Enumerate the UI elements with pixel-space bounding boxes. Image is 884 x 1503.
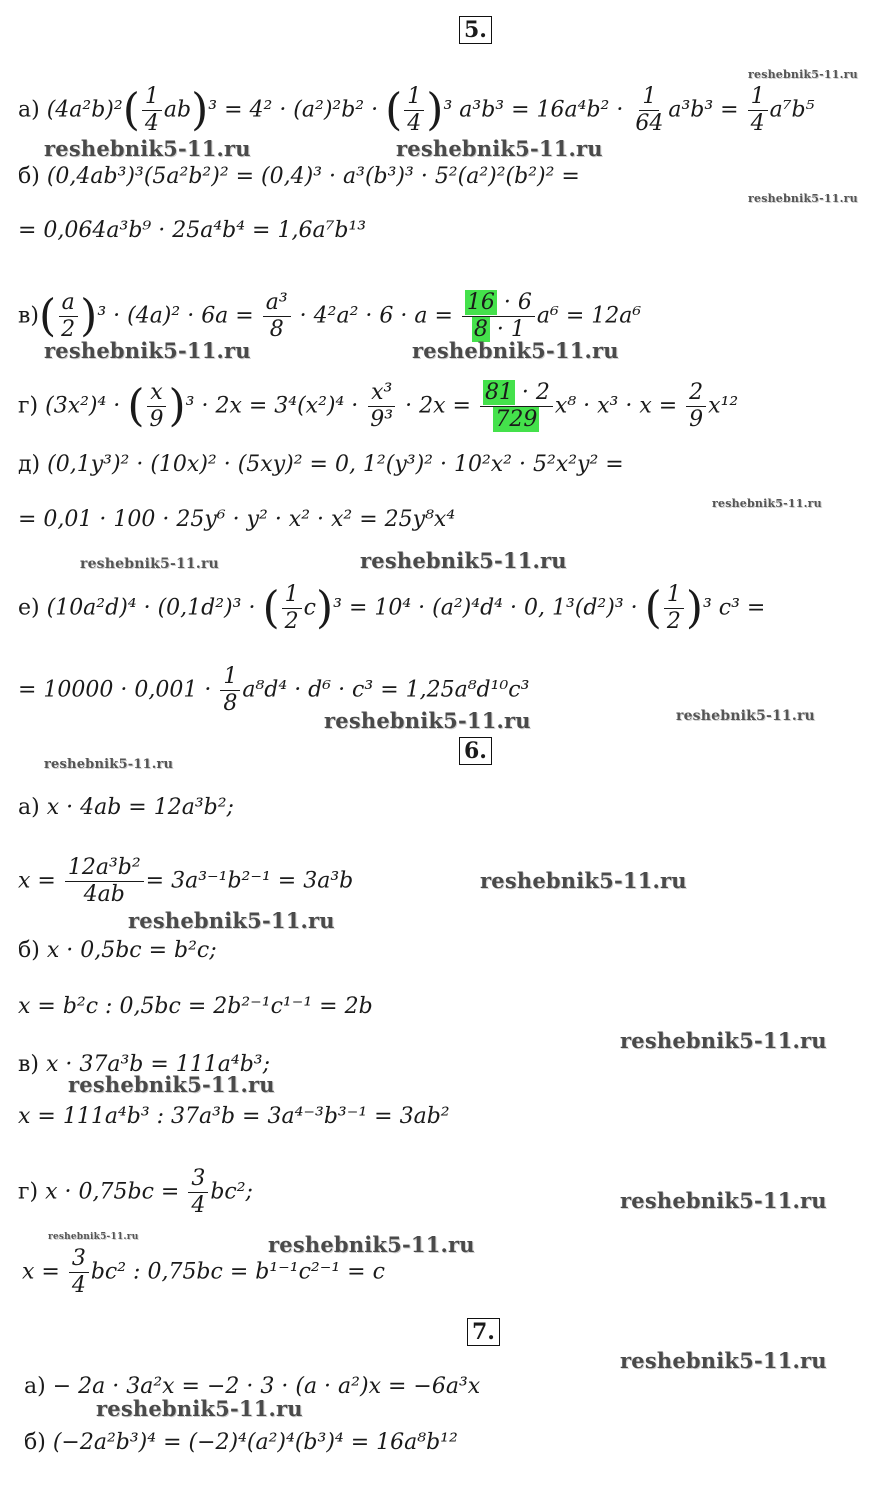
line-6a: а) x · 4ab = 12a³b²;: [18, 795, 234, 820]
section-number-7: 7.: [467, 1318, 500, 1346]
watermark: reshebnik5-11.ru: [128, 908, 335, 933]
expr: ³ = 4² · (a²)²b² ·: [208, 97, 386, 123]
line-5b-cont: = 0,064a³b⁹ · 25a⁴b⁴ = 1,6a⁷b¹³: [18, 218, 367, 243]
line-6g: г) x · 0,75bc = $\frac{3}{4}$ bc²;: [18, 1166, 253, 1218]
fraction: $\frac{1}{4}$: [142, 84, 162, 137]
watermark: reshebnik5-11.ru: [44, 338, 251, 363]
expr: ab: [163, 97, 192, 123]
watermark: reshebnik5-11.ru: [620, 1348, 827, 1373]
watermark: reshebnik5-11.ru: [68, 1072, 275, 1097]
watermark: reshebnik5-11.ru: [96, 1396, 303, 1421]
line-5d-cont: = 0,01 · 100 · 25y⁶ · y² · x² · x² = 25y⁸x⁴: [18, 507, 456, 532]
line-6b: б) x · 0,5bc = b²c;: [18, 938, 217, 963]
watermark: reshebnik5-11.ru: [396, 136, 603, 161]
watermark: reshebnik5-11.ru: [748, 68, 858, 81]
highlight: 16: [466, 290, 495, 315]
watermark: reshebnik5-11.ru: [44, 136, 251, 161]
line-5b: б) (0,4ab³)³(5a²b²)² = (0,4)³ · a³(b³)³ · 5²(a²)²(b²)² =: [18, 164, 580, 189]
highlight: 729: [495, 407, 538, 432]
label: а): [18, 97, 40, 123]
watermark: reshebnik5-11.ru: [324, 708, 531, 733]
section-number-5: 5.: [459, 16, 492, 44]
line-5d: д) (0,1y³)² · (10x)² · (5xy)² = 0, 1²(y³)² · 10²x² · 5²x²y² =: [18, 452, 624, 477]
watermark: reshebnik5-11.ru: [712, 497, 822, 510]
highlight: 81: [484, 380, 513, 405]
line-6v: в) x · 37a³b = 111a⁴b³;: [18, 1052, 271, 1077]
watermark: reshebnik5-11.ru: [360, 548, 567, 573]
line-5e: е) (10a²d)⁴ · (0,1d²)³ · ( $\frac{1}{2}$ c)³ = 10⁴ · (a²)⁴d⁴ · 0, 1³(d²)³ · ( $\frac{1}{2}$ )³ c³ =: [18, 582, 766, 634]
line-6g-cont: x = $\frac{3}{4}$ bc² : 0,75bc = b¹⁻¹c²⁻¹ = c: [22, 1246, 385, 1298]
watermark: reshebnik5-11.ru: [44, 757, 174, 772]
highlight: 8: [473, 317, 488, 342]
line-6a-cont: x = $\frac{\text{12a³b²}}{4ab}$ = 3a³⁻¹b²⁻¹ = 3a³b: [18, 855, 354, 907]
line-5v: в)( $\frac{a}{2}$ )³ · (4a)² · 6a = $\frac{\text{a³}}{8}$ · 4²a² · 6 · a = $\frac{16 \cdot 6}{8 \cdot 1}$ a⁶ = 12a⁶: [18, 290, 642, 342]
line-6b-cont: x = b²c : 0,5bc = 2b²⁻¹c¹⁻¹ = 2b: [18, 994, 373, 1019]
line-7b: б) (−2a²b³)⁴ = (−2)⁴(a²)⁴(b³)⁴ = 16a⁸b¹²: [24, 1430, 458, 1455]
watermark: reshebnik5-11.ru: [748, 192, 858, 205]
line-5g: г) (3x²)⁴ · ( $\frac{x}{9}$ )³ · 2x = 3⁴(x²)⁴ · $\frac{\text{x³}}{\text{9³}}$ · 2x = $\frac{81 \cdot 2}{729}$ x⁸ · x³ · x = $\frac{2}{9}$ x¹²: [18, 380, 739, 432]
line-5a: а) (4a²b)²( $\frac{1}{4}$ ab)³ = 4² · (a²)²b² · ( $\frac{1}{4}$ )³ a³b³ = 16a⁴b² · $\frac{1}{64}$ a³b³ = $\frac{1}{4}$ a⁷b⁵: [18, 84, 815, 136]
watermark: reshebnik5-11.ru: [620, 1188, 827, 1213]
watermark: reshebnik5-11.ru: [80, 556, 219, 572]
watermark: reshebnik5-11.ru: [480, 868, 687, 893]
watermark: reshebnik5-11.ru: [412, 338, 619, 363]
watermark: reshebnik5-11.ru: [676, 708, 815, 724]
line-7a: а) − 2a · 3a²x = −2 · 3 · (a · a²)x = −6a³x: [24, 1374, 481, 1399]
watermark: reshebnik5-11.ru: [268, 1232, 475, 1257]
watermark: reshebnik5-11.ru: [620, 1028, 827, 1053]
watermark: reshebnik5-11.ru: [48, 1232, 139, 1242]
line-6v-cont: x = 111a⁴b³ : 37a³b = 3a⁴⁻³b³⁻¹ = 3ab²: [18, 1104, 450, 1129]
expr: (4a²b)²: [46, 97, 123, 123]
section-number-6: 6.: [459, 737, 492, 765]
line-5e-cont: = 10000 · 0,001 · $\frac{1}{8}$ a⁸d⁴ · d⁶ · c³ = 1,25a⁸d¹⁰c³: [18, 664, 530, 716]
